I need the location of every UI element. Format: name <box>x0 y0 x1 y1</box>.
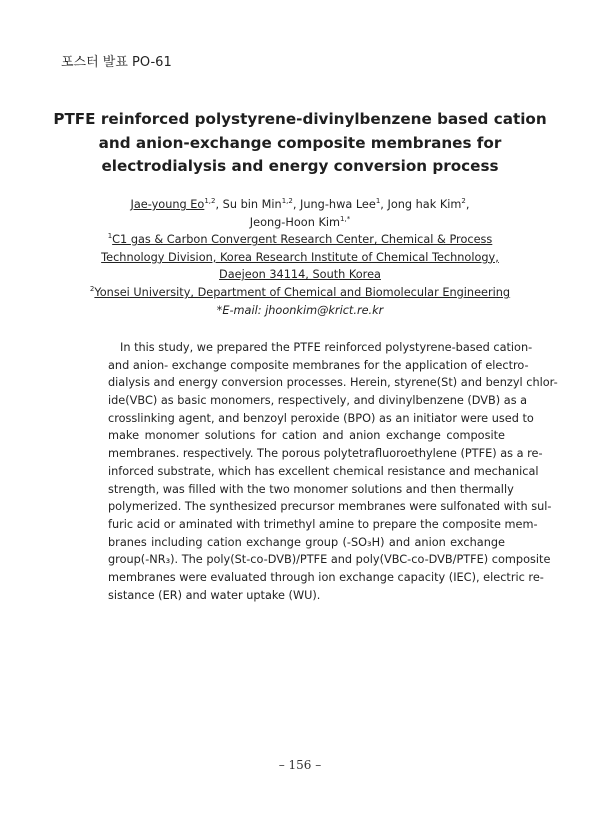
email-line <box>30 302 570 320</box>
abstract-body <box>108 339 558 604</box>
affiliation-superscript: 1 <box>107 232 113 241</box>
abstract-line: membranes. respectively. The porous polytetrafluoroethylene (PTFE) as a re- <box>108 447 543 461</box>
author-name: Jeong-Hoon Kim <box>249 215 341 229</box>
title-line: and anion-exchange composite membranes for <box>98 133 502 152</box>
author-line-1: Jae-young Eo$^{1,2}$, Su bin Min$^{1,2}$, Jung-hwa Lee$^1$, Jong hak Kim$^2$, <box>130 197 470 211</box>
abstract-line: In this study, we prepared the PTFE reinforced polystyrene-based cation- <box>120 341 533 354</box>
affiliation-text: C1 gas & Carbon Convergent Research Center, Chemical & Process <box>112 233 493 247</box>
paper-title <box>30 108 570 179</box>
affiliation-superscript: 2 <box>89 284 95 293</box>
author-name: Jung-hwa Lee <box>300 198 376 211</box>
abstract-line: and anion- exchange composite membranes for the application of electro- <box>108 358 529 372</box>
author-name: Jae-young Eo <box>130 198 205 211</box>
abstract-line: polymerized. The synthesized precursor membranes were sulfonated with sul- <box>108 500 552 514</box>
abstract-line: make monomer solutions for cation and anion exchange composite <box>108 429 505 443</box>
email-text: E-mail: jhoonkim@krict.re.kr <box>222 303 384 317</box>
title-line: PTFE reinforced polystyrene-divinylbenzene based cation <box>53 110 547 128</box>
abstract-line: dialysis and energy conversion processes. Herein, styrene(St) and benzyl chlor- <box>108 376 558 390</box>
abstract-line: strength, was filled with the two monomer solutions and then thermally <box>108 482 514 496</box>
author-superscript: 1,* <box>340 214 351 223</box>
author-line-2 <box>30 214 570 232</box>
author-superscript: 2 <box>461 197 466 205</box>
abstract-line: inforced substrate, which has excellent chemical resistance and mechanical <box>108 464 539 478</box>
author-name: Jong hak Kim <box>387 198 462 211</box>
abstract-line: crosslinking agent, and benzoyl peroxide (BPO) as an initiator were used to <box>108 411 534 425</box>
author-name: Su bin Min <box>222 198 282 211</box>
email-asterisk: * <box>216 303 223 317</box>
abstract-line: sistance (ER) and water uptake (WU). <box>108 588 321 602</box>
affiliation-text: Daejeon 34114, South Korea <box>219 268 381 282</box>
abstract-line: group(-NR₃). The poly(St-co-DVB)/PTFE and poly(VBC-co-DVB/PTFE) composite <box>108 553 551 567</box>
page-number: – 156 – <box>278 758 322 772</box>
abstract-line: furic acid or aminated with trimethyl amine to prepare the composite mem- <box>108 517 538 531</box>
section-label: 포스터 발표 PO-61 <box>61 55 172 70</box>
abstract-line: membranes were evaluated through ion exchange capacity (IEC), electric re- <box>108 570 544 584</box>
affiliation-2-line-1 <box>30 284 570 302</box>
author-affiliation-block <box>30 196 570 319</box>
affiliation-1-line-3 <box>30 266 570 284</box>
title-line: electrodialysis and energy conversion process <box>101 157 499 175</box>
author-superscript: 1,2 <box>281 197 293 205</box>
abstract-line: branes including cation exchange group (-SO₃H) and anion exchange <box>108 535 505 549</box>
affiliation-1-line-2 <box>30 249 570 267</box>
affiliation-1-line-1 <box>30 231 570 249</box>
affiliation-text: Technology Division, Korea Research Institute of Chemical Technology, <box>101 250 499 264</box>
affiliation-text: Yonsei University, Department of Chemical and Biomolecular Engineering <box>94 285 511 299</box>
author-superscript: 1,2 <box>204 197 216 205</box>
abstract-line: ide(VBC) as basic monomers, respectively, and divinylbenzene (DVB) as a <box>108 394 528 408</box>
author-superscript: 1 <box>375 197 381 205</box>
